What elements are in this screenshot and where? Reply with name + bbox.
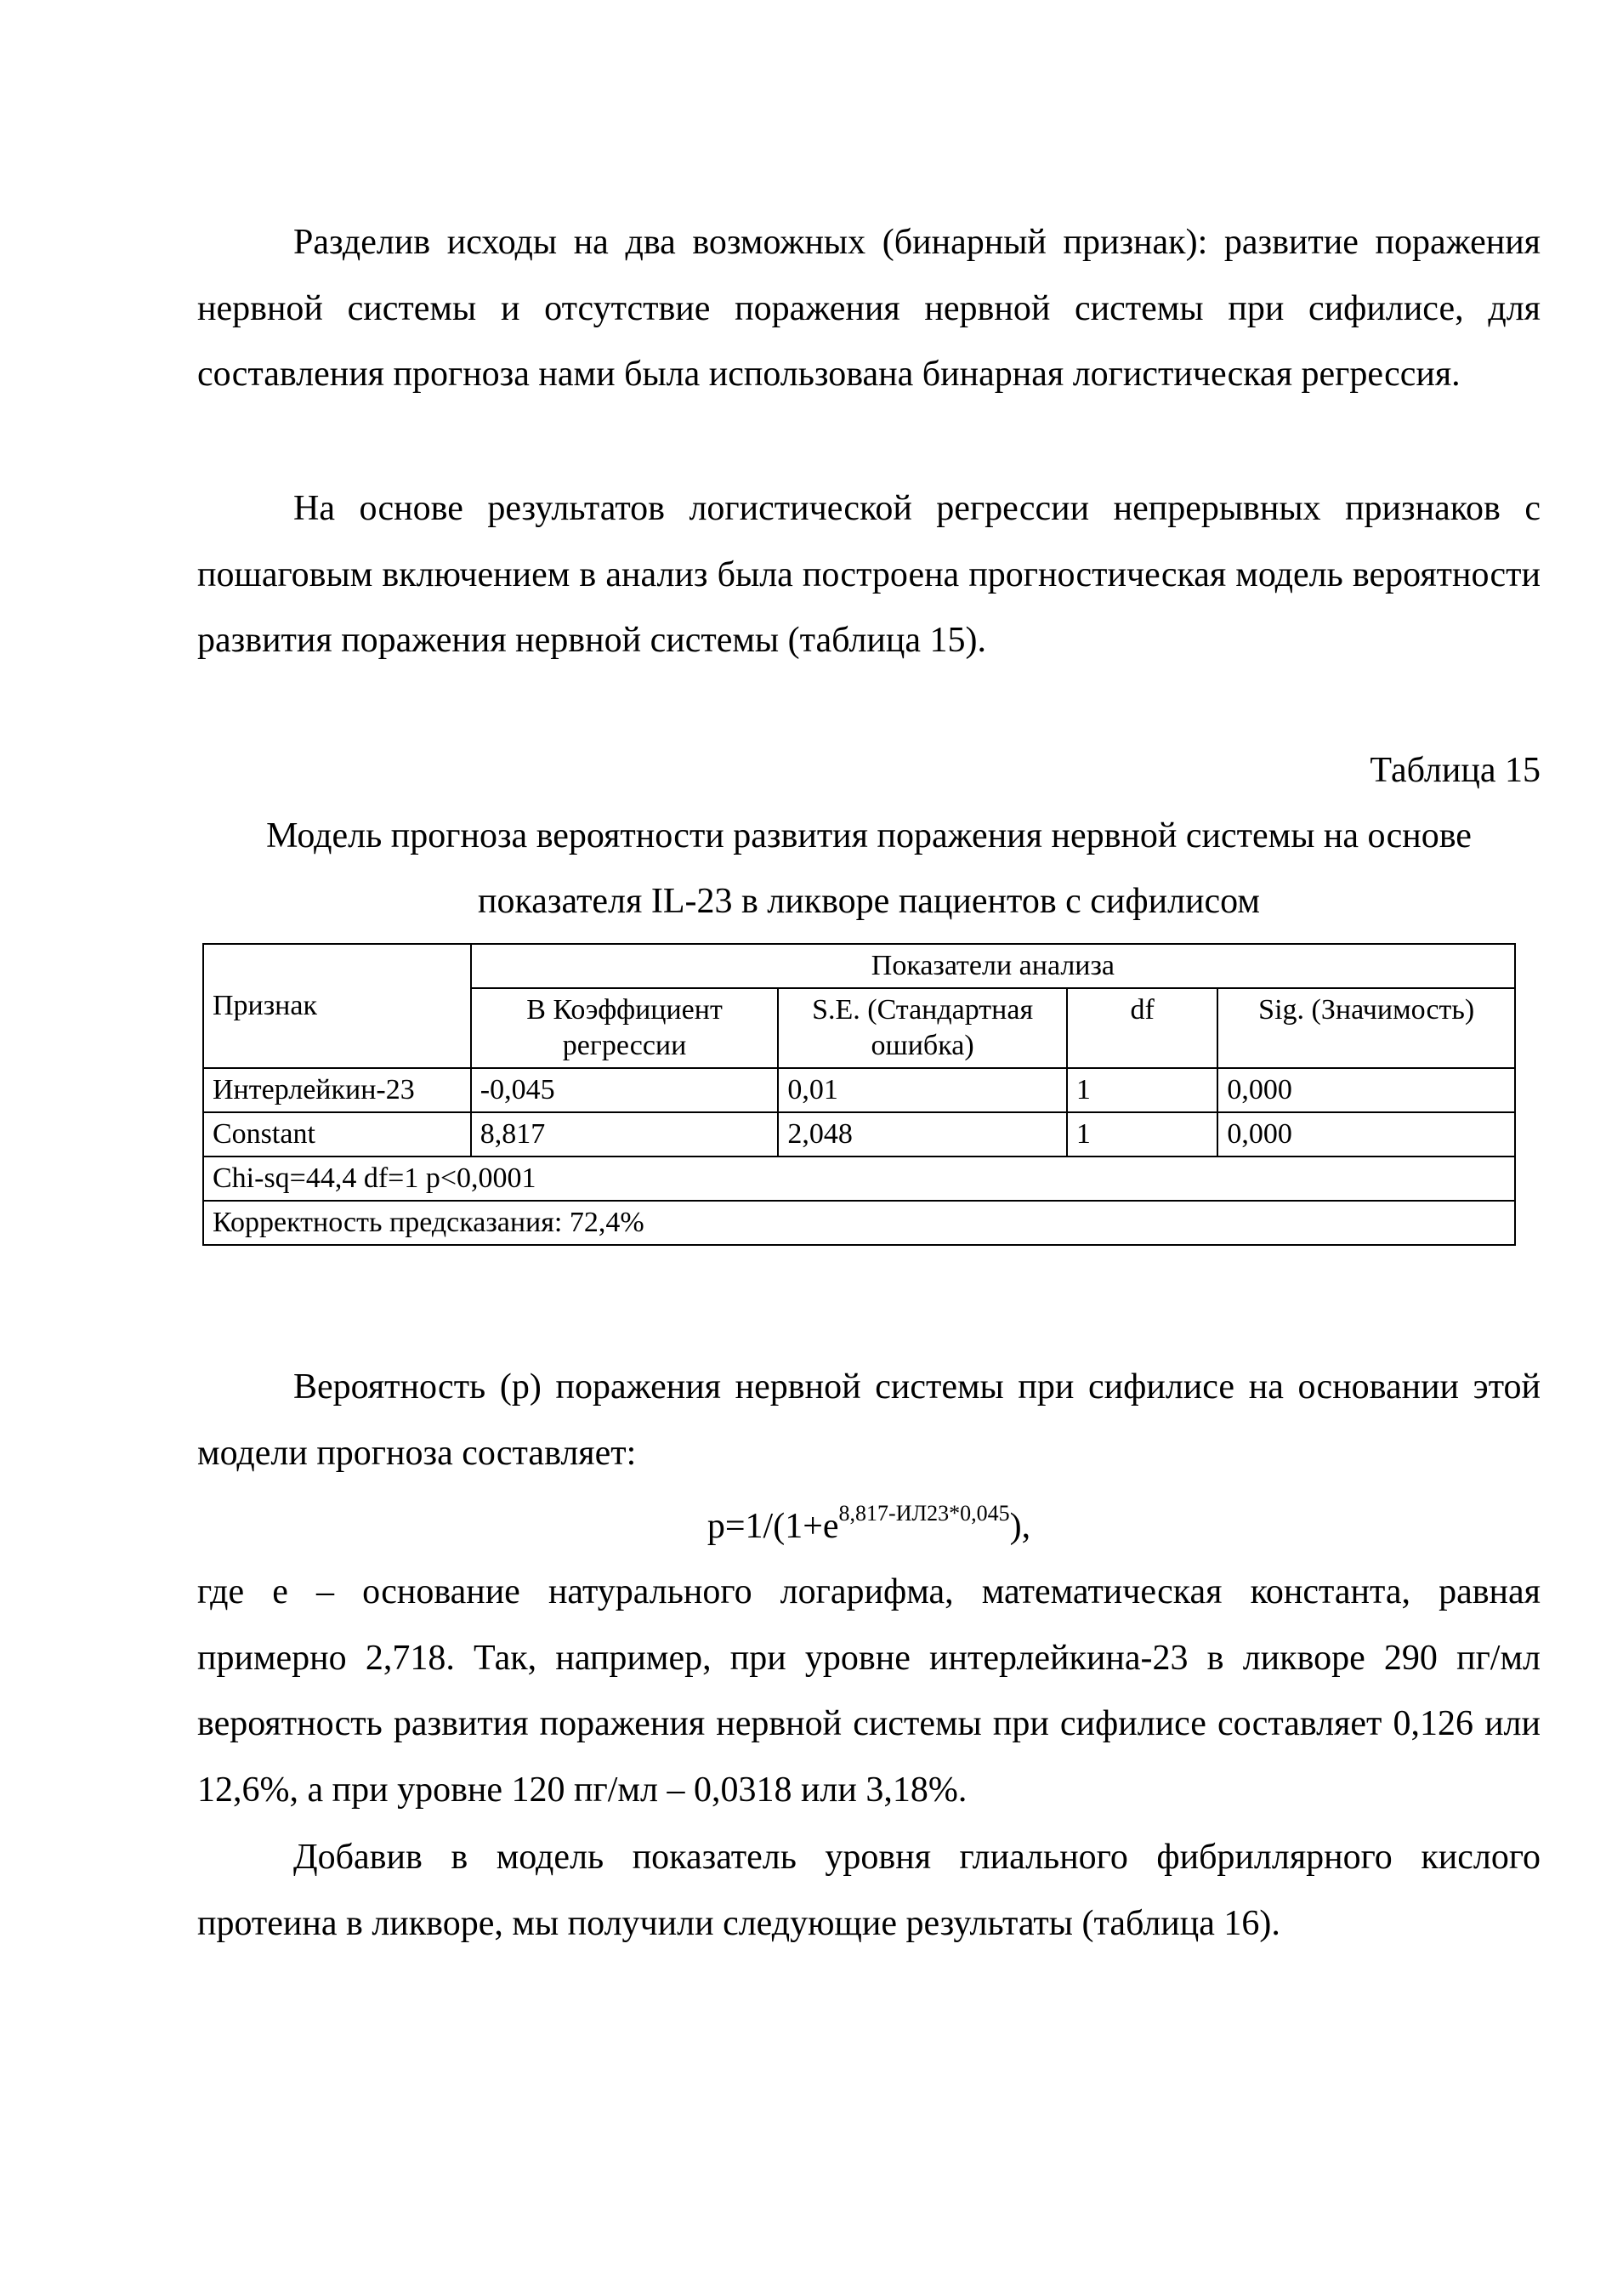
- regression-table: [202, 943, 1516, 1246]
- row-se: 0,01: [778, 1068, 1067, 1112]
- formula-base: p=1/(1+e: [707, 1507, 839, 1546]
- paragraph-binary-outcome: Разделив исходы на два возможных (бинарный признак): развитие поражения нервной системы и отсутствие поражения нервной системы при сифилисе, для составления прогноза нами была использована бинарная логистическая регрессия.: [197, 223, 1541, 394]
- row-b: -0,045: [471, 1068, 779, 1112]
- table-row: [203, 1068, 1515, 1112]
- row-sig: 0,000: [1217, 1112, 1515, 1157]
- paragraph-formula-explanation: где е – основание натурального логарифма, математическая константа, равная примерно 2,718. Так, например, при уровне интерлейкина-23 в ликворе 290 пг/мл вероятность развития поражения нервной системы при сифилисе составляет 0,126 или 12,6%, а при уровне 120 пг/мл – 0,0318 или 3,18%.: [197, 1572, 1541, 1810]
- table-row: [203, 1112, 1515, 1157]
- paragraph-gfap: Добавив в модель показатель уровня глиального фибриллярного кислого протеина в ликворе, мы получили следующие результаты (таблица 16).: [197, 1838, 1541, 1943]
- row-b: 8,817: [471, 1112, 779, 1157]
- probability-formula: [197, 1494, 1541, 1560]
- chi-sq-cell: Chi-sq=44,4 df=1 p<0,0001: [203, 1157, 1515, 1201]
- row-df: 1: [1067, 1112, 1218, 1157]
- paragraph-model-description: На основе результатов логистической регрессии непрерывных признаков с пошаговым включением в анализ была построена прогностическая модель вероятности развития поражения нервной системы (таблица 15).: [197, 489, 1541, 660]
- row-name: Constant: [203, 1112, 471, 1157]
- row-sig: 0,000: [1217, 1068, 1515, 1112]
- accuracy-cell: Корректность предсказания: 72,4%: [203, 1201, 1515, 1245]
- row-name: Интерлейкин-23: [203, 1068, 471, 1112]
- formula-tail: ),: [1009, 1507, 1031, 1546]
- header-standard-error: S.E. (Стандартная ошибка): [778, 988, 1067, 1068]
- table-caption: Модель прогноза вероятности развития поражения нервной системы на основе показателя IL-23 в ликворе пациентов с сифилисом: [266, 816, 1472, 921]
- row-df: 1: [1067, 1068, 1218, 1112]
- header-group: Показатели анализа: [471, 944, 1515, 988]
- formula-exponent: 8,817-ИЛ23*0,045: [838, 1501, 1010, 1526]
- table-header-row: [203, 944, 1515, 988]
- header-sign: Признак: [203, 944, 471, 1068]
- table-row-accuracy: [203, 1201, 1515, 1245]
- paragraph-probability-intro: Вероятность (р) поражения нервной системы при сифилисе на основании этой модели прогноза составляет:: [197, 1367, 1541, 1473]
- row-se: 2,048: [778, 1112, 1067, 1157]
- table-label: Таблица 15: [1370, 751, 1541, 790]
- header-b-coefficient: В Коэффициент регрессии: [471, 988, 779, 1068]
- header-df: df: [1067, 988, 1218, 1068]
- header-significance: Sig. (Значимость): [1217, 988, 1515, 1068]
- table-row-chi-sq: [203, 1157, 1515, 1201]
